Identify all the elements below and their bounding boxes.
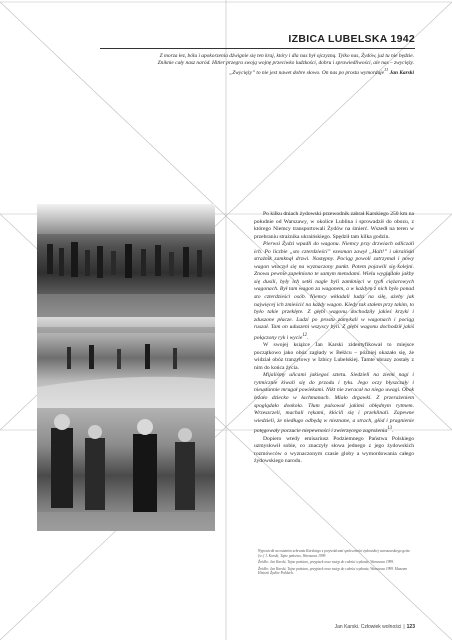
page-number: 123: [406, 624, 415, 630]
epigraph-ref: 11: [384, 66, 389, 72]
photo-deportation-crowd: [37, 204, 215, 319]
footer-separator: |: [403, 624, 405, 630]
quote-ref-1: 12: [302, 332, 307, 338]
running-title: Jan Karski. Człowiek wolności: [334, 624, 402, 630]
article-body: [254, 211, 414, 466]
page-title: IZBICA LUBELSKA 1942: [288, 33, 415, 45]
footnotes: [258, 549, 410, 578]
paragraph-1: Po kilku dniach żydowski przewodnik zabrał Karskiego 250 km na południe od Warszawy, w okolice Lublina i sprowadził do obozu, z którego Niemcy transportowali Żydów na śmierć. Wszedł na teren w przebraniu strażnika ukraińskiego. Spędził tam kilka godzin.: [254, 211, 414, 240]
footnote-1: Wypowiedź na ostatnim zebraniu Karskiego z przywódcami społeczności żydowskiej warszawskiego getta [w:] J. Karski, Tajne państwo, Warszawa 1999.: [258, 549, 410, 558]
epigraph-text: Z morza łez, bólu i upokorzenia dźwignie się ten kraj, który i dla nas był ojczyzną. Tylko nas, Żydów, już tu nie będzie. Zniknie cały nasz naród. Hitler przegra swoją wojnę przeciwko ludzkości, dobru i sprawiedliwości, ale nas – zwycięży. „Zwycięży” to nie jest nawet dobre słowo. On nas po prostu wymorduje: [157, 53, 414, 76]
paragraph-2: W swojej książce Jan Karski zidentyfikował to miejsce początkowo jako obóz zagłady w Bełżcu – później okazało się, że widział obóz tranzytowy w Izbicy Lubelskiej. Tamte obrazy zostały z nim do końca życia.: [254, 342, 414, 371]
photo-men-in-field: [37, 408, 215, 531]
title-divider: [100, 48, 415, 49]
footnote-3: Źródło: Jan Karski, Tajne państwo, przypisek oraz wstęp do całości wydania, Warszawa 1999. Muzeum Historii Żydów Polskich.: [258, 566, 407, 576]
epigraph-author: Jan Karski: [389, 69, 414, 76]
quote-ref-2: 13: [387, 426, 392, 432]
paragraph-3: Dopiero wtedy emisariusz Podziemnego Państwa Polskiego uzmysłowił sobie, co znaczyły słowa jednego z jego żydowskich rozmówców o wyznaczonym czasie globy a wymordowania całego żydowskiego narodu.: [254, 435, 414, 465]
quote-text-1: Pierwsi Żydzi wpadli do wagonu. Niemcy przy drzwiach odliczali ich. Po liczbie „sto czterdzieści” ezesman zawył „Halt!” i ukraiński strażnik zamknął drzwi. Następny. Pociąg powoli zatrzymał i nowy wagon wtoczył się na wyznaczony punkt. Potem pojawili się kolejni. Znowu pewnie zapełniono te samym metodami. Wielu wyglądało jakby się dusili, były ich setki nagle byli zamknięci w tych ciężarowych wagonach. Był tam wagon za wagonem, a w każdym z nich było ponad sto czterdzieści osób. Niemcy wkładali ludzi na siłę, ażeby jak najwięcej ich zmieścić na każdy wagon. Kiedy tak stałem przy takim, to było takie przeklęte. Z głębi wagonu dochodziły jakieś krzyki i zduszone płacze. Ludzi po prostu zamykali w wagonach i pociąg ruszał. Tam on uduszeni wszyscy byli. Z głębi wagonu dochodził jakiś połączony ryk i wycie: [254, 241, 414, 341]
photo-people-on-road: [37, 317, 215, 408]
quote-text-2: Mijaliśmy ulicami jakiegoś sztetu. Siedzieli na ziemi nagi i rytmicznie kiwali się do przodu i tyłu. Jego oczy błyszczały i nieustannie mrugał powiekami. Nikt nie zwracał na niego uwagi. Obok leżało dziecko w łachmanach. Miało drgawki. Z przerażeniem spoglądało dookoła. Tłum pulsował jakimś obłędnym rytmem. Wrzeszczeli, machali rękami, kłócili się i przeklinali. Zapewne wiedzieli, że niedługo odbędą w nieznane, a strach, głód i pragnienie potęgowały poczucie niepewności i zwierzęcego zagrożenia: [254, 372, 414, 435]
quote-paragraph-2: Mijaliśmy ulicami jakiegoś sztetu. Siedzieli na ziemi nagi i rytmicznie kiwali się do przodu i tyłu. Jego oczy błyszczały i nieustannie mrugał powiekami. Nikt nie zwracał na niego uwagi. Obok leżało dziecko w łachmanach. Miało drgawki. Z przerażeniem spoglądało dookoła. Tłum pulsował jakimś obłędnym rytmem. Wrzeszczeli, machali rękami, kłócili się i przeklinali. Zapewne wiedzieli, że niedługo odbędą w nieznane, a strach, głód i pragnienie potęgowały poczucie niepewności i zwierzęcego zagrożenia$^{13}$.: [254, 372, 414, 435]
page-footer: [335, 624, 415, 630]
quote-paragraph-1: Pierwsi Żydzi wpadli do wagonu. Niemcy przy drzwiach odliczali ich. Po liczbie „sto czterdzieści” ezesman zawył „Halt!” i ukraiński strażnik zamknął drzwi. Następny. Pociąg powoli zatrzymał i nowy wagon wtoczył się na wyznaczony punkt. Potem pojawili się kolejni. Znowu pewnie zapełniono te samym metodami. Wielu wyglądało jakby się dusili, były ich setki nagle byli zamknięci w tych ciężarowych wagonach. Był tam wagon za wagonem, a w każdym z nich było ponad sto czterdzieści osób. Niemcy wkładali ludzi na siłę, ażeby jak najwięcej ich zmieścić na każdy wagon. Kiedy tak stałem przy takim, to było takie przeklęte. Z głębi wagonu dochodziły jakieś krzyki i zduszone płacze. Ludzi po prostu zamykali w wagonach i pociąg ruszał. Tam on uduszeni wszyscy byli. Z głębi wagonu dochodził jakiś połączony ryk i wycie$^{12}$.: [254, 241, 414, 341]
footnote-2: Źródło: Jan Karski, Tajne państwo, przypisek oraz wstęp do całości wydania, Warszawa 1999.: [258, 560, 394, 565]
epigraph: [152, 53, 414, 77]
